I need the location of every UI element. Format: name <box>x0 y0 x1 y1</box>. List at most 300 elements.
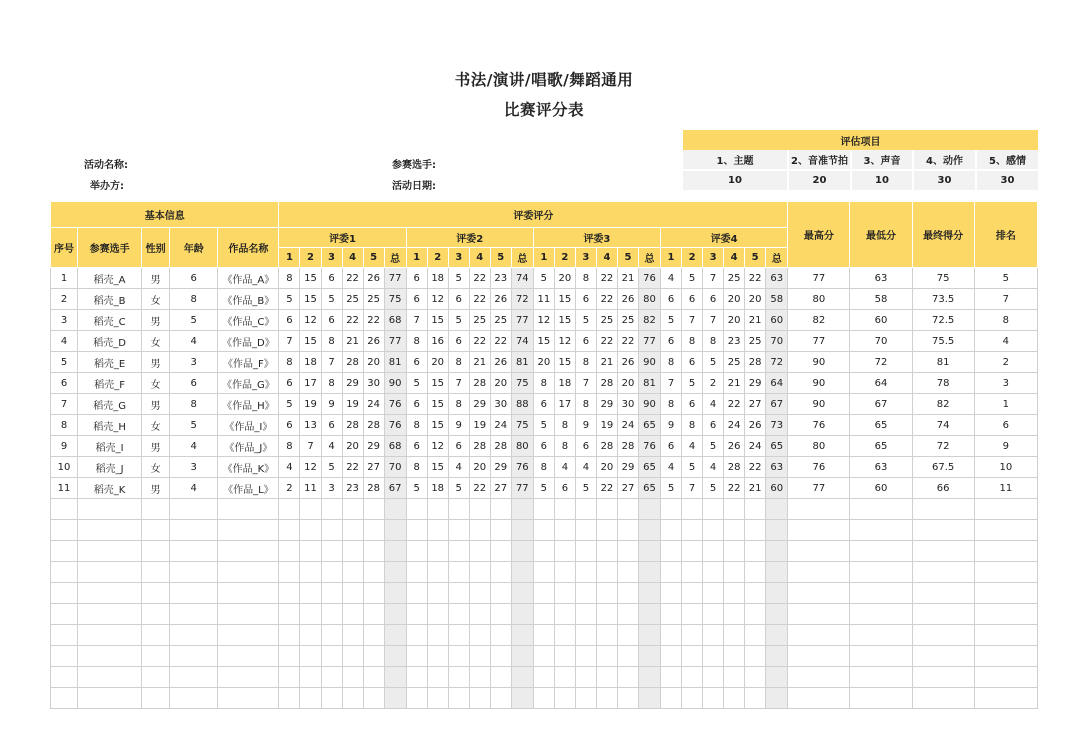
judge-score-cell: 26 <box>617 289 638 310</box>
judge-score-cell: 29 <box>469 394 490 415</box>
judge-score-cell: 6 <box>321 268 342 289</box>
judge-score-cell: 6 <box>406 268 427 289</box>
empty-cell <box>448 499 469 520</box>
empty-cell <box>300 667 321 688</box>
empty-cell <box>511 667 533 688</box>
age-header: 年龄 <box>170 228 218 268</box>
empty-cell <box>850 541 912 562</box>
empty-cell <box>533 646 554 667</box>
empty-cell <box>490 541 511 562</box>
judge-score-cell: 20 <box>363 352 384 373</box>
judge-score-cell: 15 <box>427 415 448 436</box>
page-title: 书法/演讲/唱歌/舞蹈通用 <box>454 71 634 89</box>
judge-criterion-subheader: 2 <box>300 248 321 268</box>
empty-cell <box>575 646 596 667</box>
evaluation-item-voice: 3、声音 <box>851 150 913 170</box>
empty-cell <box>703 583 724 604</box>
empty-cell <box>142 583 170 604</box>
min-score-cell: 64 <box>850 373 912 394</box>
evaluation-item-emotion: 5、感情 <box>976 150 1038 170</box>
empty-cell <box>51 667 78 688</box>
judge-score-cell: 6 <box>448 289 469 310</box>
judge-score-cell: 28 <box>596 436 617 457</box>
empty-cell <box>427 499 448 520</box>
empty-cell <box>638 604 660 625</box>
judge-score-cell: 6 <box>575 331 596 352</box>
empty-cell <box>788 688 850 709</box>
judge-total-cell: 81 <box>511 352 533 373</box>
work-title-cell: 《作品_J》 <box>218 436 279 457</box>
judge-score-cell: 6 <box>279 310 300 331</box>
empty-cell <box>78 625 142 646</box>
empty-cell <box>342 520 363 541</box>
empty-cell <box>142 520 170 541</box>
empty-cell <box>554 625 575 646</box>
judge-score-cell: 19 <box>596 415 617 436</box>
judge-score-cell: 5 <box>448 478 469 499</box>
empty-cell <box>78 646 142 667</box>
empty-cell <box>78 499 142 520</box>
age-cell: 6 <box>170 268 218 289</box>
judge-criterion-subheader: 2 <box>682 248 703 268</box>
empty-cell <box>218 667 279 688</box>
judge-score-cell: 22 <box>724 394 745 415</box>
table-row <box>51 478 1038 499</box>
empty-cell <box>788 583 850 604</box>
judge-score-cell: 18 <box>427 478 448 499</box>
work-title-cell: 《作品_B》 <box>218 289 279 310</box>
judge-score-cell: 25 <box>469 310 490 331</box>
judge-criterion-subheader: 5 <box>745 248 766 268</box>
judge-score-cell: 21 <box>342 331 363 352</box>
judge-score-cell: 22 <box>596 478 617 499</box>
empty-cell <box>170 583 218 604</box>
judge-criterion-subheader: 3 <box>703 248 724 268</box>
empty-cell <box>912 604 974 625</box>
judge-total-cell: 75 <box>511 373 533 394</box>
empty-cell <box>448 667 469 688</box>
empty-cell <box>511 604 533 625</box>
judge-score-cell: 22 <box>342 310 363 331</box>
empty-cell <box>788 541 850 562</box>
final-score-cell: 75 <box>912 268 974 289</box>
judge-score-cell: 17 <box>300 373 321 394</box>
empty-cell <box>766 583 788 604</box>
judge-score-cell: 15 <box>533 331 554 352</box>
empty-cell <box>170 625 218 646</box>
judge-score-cell: 25 <box>596 310 617 331</box>
contestant-label: 参赛选手: <box>392 160 436 171</box>
final-score-cell: 72 <box>912 436 974 457</box>
judge-total-cell: 65 <box>638 457 660 478</box>
min-score-cell: 65 <box>850 436 912 457</box>
judge-score-cell: 25 <box>745 331 766 352</box>
judge-score-cell: 22 <box>745 457 766 478</box>
judge-total-cell: 58 <box>766 289 788 310</box>
judge-score-cell: 12 <box>300 457 321 478</box>
empty-cell <box>745 688 766 709</box>
empty-cell <box>469 646 490 667</box>
empty-cell <box>363 667 384 688</box>
work-title-cell: 《作品_L》 <box>218 478 279 499</box>
empty-cell <box>533 562 554 583</box>
judge-score-cell: 20 <box>745 289 766 310</box>
judge-criterion-subheader: 4 <box>724 248 745 268</box>
judge-score-cell: 28 <box>745 352 766 373</box>
row-index-cell: 4 <box>51 331 78 352</box>
judge-score-cell: 5 <box>575 478 596 499</box>
work-title-cell: 《作品_G》 <box>218 373 279 394</box>
empty-cell <box>766 604 788 625</box>
empty-cell <box>766 562 788 583</box>
max-score-header: 最高分 <box>788 202 850 268</box>
judge-total-cell: 81 <box>384 352 406 373</box>
max-score-cell: 76 <box>788 415 850 436</box>
judge-header: 评委3 <box>533 228 660 248</box>
judge-total-cell: 75 <box>511 415 533 436</box>
empty-cell <box>617 520 638 541</box>
empty-cell <box>850 625 912 646</box>
gender-cell: 女 <box>142 373 170 394</box>
empty-cell <box>617 604 638 625</box>
judge-score-cell: 24 <box>724 415 745 436</box>
judge-criterion-subheader: 5 <box>490 248 511 268</box>
judge-score-cell: 8 <box>279 352 300 373</box>
judge-score-cell: 6 <box>406 352 427 373</box>
empty-cell <box>321 499 342 520</box>
empty-cell <box>490 499 511 520</box>
contestant-name-cell: 稻壳_B <box>78 289 142 310</box>
contestant-header: 参赛选手 <box>78 228 142 268</box>
gender-cell: 男 <box>142 268 170 289</box>
empty-cell <box>406 499 427 520</box>
empty-cell <box>724 688 745 709</box>
empty-cell <box>912 646 974 667</box>
max-score-cell: 76 <box>788 457 850 478</box>
gender-header: 性别 <box>142 228 170 268</box>
empty-cell <box>511 583 533 604</box>
empty-cell <box>170 541 218 562</box>
empty-cell <box>300 499 321 520</box>
empty-cell <box>218 583 279 604</box>
empty-cell <box>363 499 384 520</box>
judge-score-cell: 28 <box>342 352 363 373</box>
judge-score-cell: 30 <box>617 394 638 415</box>
empty-cell <box>617 625 638 646</box>
row-index-cell: 1 <box>51 268 78 289</box>
rank-cell: 5 <box>974 268 1037 289</box>
empty-cell <box>682 688 703 709</box>
empty-cell <box>974 625 1037 646</box>
empty-cell <box>974 667 1037 688</box>
judge-score-cell: 22 <box>469 289 490 310</box>
empty-cell <box>745 583 766 604</box>
evaluation-weight: 10 <box>683 170 788 190</box>
judge-score-cell: 24 <box>490 415 511 436</box>
activity-name-label: 活动名称: <box>84 160 128 171</box>
judge-score-cell: 4 <box>575 457 596 478</box>
table-row <box>51 415 1038 436</box>
rank-cell: 11 <box>974 478 1037 499</box>
judge-score-cell: 6 <box>533 436 554 457</box>
judge-score-cell: 15 <box>554 310 575 331</box>
empty-cell <box>974 646 1037 667</box>
empty-cell <box>766 646 788 667</box>
judge-score-cell: 6 <box>321 310 342 331</box>
empty-cell <box>596 646 617 667</box>
empty-cell <box>142 604 170 625</box>
gender-cell: 男 <box>142 394 170 415</box>
empty-cell <box>724 520 745 541</box>
empty-cell <box>300 625 321 646</box>
judge-score-cell: 7 <box>682 310 703 331</box>
judge-score-cell: 5 <box>682 457 703 478</box>
empty-cell <box>638 625 660 646</box>
gender-cell: 男 <box>142 352 170 373</box>
judge-score-cell: 28 <box>469 436 490 457</box>
gender-cell: 男 <box>142 436 170 457</box>
empty-cell <box>321 604 342 625</box>
empty-cell <box>511 688 533 709</box>
empty-cell <box>912 688 974 709</box>
gender-cell: 女 <box>142 415 170 436</box>
age-cell: 3 <box>170 352 218 373</box>
empty-cell <box>788 604 850 625</box>
judge-score-cell: 6 <box>279 415 300 436</box>
max-score-cell: 80 <box>788 289 850 310</box>
judge-score-cell: 3 <box>321 478 342 499</box>
judge-total-cell: 73 <box>766 415 788 436</box>
judge-header: 评委2 <box>406 228 533 248</box>
judge-score-cell: 6 <box>682 352 703 373</box>
judge-score-cell: 8 <box>575 352 596 373</box>
judge-criterion-subheader: 1 <box>279 248 300 268</box>
empty-cell <box>682 667 703 688</box>
empty-cell <box>218 604 279 625</box>
empty-cell <box>533 541 554 562</box>
empty-cell <box>575 604 596 625</box>
work-title-cell: 《作品_D》 <box>218 331 279 352</box>
judge-score-cell: 18 <box>300 352 321 373</box>
judge-score-cell: 6 <box>533 394 554 415</box>
judge-score-cell: 22 <box>469 478 490 499</box>
judge-score-cell: 25 <box>363 289 384 310</box>
evaluation-weight: 20 <box>788 170 851 190</box>
judge-criterion-subheader: 2 <box>554 248 575 268</box>
empty-cell <box>342 688 363 709</box>
empty-cell <box>218 541 279 562</box>
empty-cell <box>724 604 745 625</box>
judge-score-cell: 7 <box>279 331 300 352</box>
empty-cell <box>469 583 490 604</box>
empty-cell <box>279 667 300 688</box>
work-title-header: 作品名称 <box>218 228 279 268</box>
empty-cell <box>703 667 724 688</box>
contestant-name-cell: 稻壳_C <box>78 310 142 331</box>
judge-score-cell: 25 <box>342 289 363 310</box>
empty-cell <box>427 583 448 604</box>
judge-score-cell: 29 <box>596 394 617 415</box>
judge-score-cell: 21 <box>745 310 766 331</box>
empty-cell <box>617 583 638 604</box>
judge-score-cell: 26 <box>617 352 638 373</box>
table-row <box>51 457 1038 478</box>
judge-score-cell: 8 <box>448 352 469 373</box>
empty-cell <box>448 541 469 562</box>
min-score-cell: 65 <box>850 415 912 436</box>
empty-cell <box>703 541 724 562</box>
empty-cell <box>596 625 617 646</box>
empty-cell <box>745 625 766 646</box>
judge-score-cell: 6 <box>406 289 427 310</box>
judge-score-cell: 8 <box>661 352 682 373</box>
empty-cell <box>342 625 363 646</box>
empty-cell <box>384 688 406 709</box>
empty-cell <box>638 583 660 604</box>
empty-cell <box>724 625 745 646</box>
empty-cell <box>321 625 342 646</box>
empty-cell <box>51 499 78 520</box>
empty-cell <box>170 499 218 520</box>
judge-score-cell: 22 <box>490 331 511 352</box>
rank-cell: 3 <box>974 373 1037 394</box>
final-score-cell: 78 <box>912 373 974 394</box>
judge-total-cell: 70 <box>766 331 788 352</box>
empty-cell <box>406 646 427 667</box>
judge-score-cell: 19 <box>469 415 490 436</box>
rank-cell: 7 <box>974 289 1037 310</box>
empty-cell <box>363 688 384 709</box>
judge-header: 评委4 <box>661 228 788 248</box>
empty-cell <box>703 625 724 646</box>
empty-table-row <box>51 583 1038 604</box>
max-score-cell: 77 <box>788 478 850 499</box>
evaluation-item-theme: 1、主题 <box>683 150 788 170</box>
judge-score-cell: 6 <box>661 289 682 310</box>
index-header: 序号 <box>51 228 78 268</box>
empty-cell <box>788 625 850 646</box>
empty-cell <box>974 499 1037 520</box>
judge-score-cell: 20 <box>490 373 511 394</box>
rank-header: 排名 <box>974 202 1037 268</box>
empty-table-row <box>51 541 1038 562</box>
contestant-name-cell: 稻壳_A <box>78 268 142 289</box>
work-title-cell: 《作品_A》 <box>218 268 279 289</box>
judge-score-cell: 21 <box>617 268 638 289</box>
judge-score-cell: 6 <box>703 289 724 310</box>
empty-cell <box>469 562 490 583</box>
judge-total-cell: 82 <box>638 310 660 331</box>
judge-score-cell: 12 <box>300 310 321 331</box>
rank-cell: 4 <box>974 331 1037 352</box>
empty-cell <box>703 688 724 709</box>
empty-cell <box>406 604 427 625</box>
judge-score-cell: 5 <box>703 352 724 373</box>
judge-score-cell: 7 <box>575 373 596 394</box>
empty-cell <box>554 667 575 688</box>
empty-cell <box>511 520 533 541</box>
empty-cell <box>533 688 554 709</box>
judge-score-cell: 8 <box>321 331 342 352</box>
judge-score-cell: 26 <box>745 415 766 436</box>
judge-score-cell: 5 <box>448 310 469 331</box>
table-row <box>51 436 1038 457</box>
judge-score-cell: 4 <box>448 457 469 478</box>
empty-cell <box>745 499 766 520</box>
empty-cell <box>490 646 511 667</box>
contestant-name-cell: 稻壳_E <box>78 352 142 373</box>
judge-total-cell: 60 <box>766 478 788 499</box>
empty-cell <box>661 583 682 604</box>
empty-cell <box>78 583 142 604</box>
judge-score-cell: 27 <box>745 394 766 415</box>
judge-score-cell: 9 <box>661 415 682 436</box>
evaluation-table <box>683 130 1038 190</box>
final-score-cell: 74 <box>912 415 974 436</box>
max-score-cell: 80 <box>788 436 850 457</box>
judge-score-cell: 9 <box>448 415 469 436</box>
judge-score-cell: 5 <box>321 289 342 310</box>
empty-cell <box>142 562 170 583</box>
judge-score-cell: 8 <box>661 394 682 415</box>
empty-cell <box>363 604 384 625</box>
final-score-cell: 75.5 <box>912 331 974 352</box>
empty-cell <box>406 667 427 688</box>
judge-score-cell: 8 <box>406 415 427 436</box>
empty-cell <box>974 604 1037 625</box>
work-title-cell: 《作品_K》 <box>218 457 279 478</box>
empty-cell <box>850 499 912 520</box>
judge-score-cell: 7 <box>300 436 321 457</box>
empty-cell <box>170 646 218 667</box>
empty-cell <box>533 583 554 604</box>
page-subtitle: 比赛评分表 <box>503 101 584 119</box>
judge-score-cell: 25 <box>617 310 638 331</box>
empty-cell <box>554 604 575 625</box>
judge-score-cell: 29 <box>490 457 511 478</box>
empty-cell <box>661 688 682 709</box>
judge-score-cell: 24 <box>617 415 638 436</box>
judge-score-cell: 26 <box>490 352 511 373</box>
min-score-cell: 63 <box>850 457 912 478</box>
empty-cell <box>703 646 724 667</box>
judge-score-cell: 6 <box>406 394 427 415</box>
judge-score-cell: 8 <box>279 436 300 457</box>
judge-score-cell: 26 <box>363 268 384 289</box>
age-cell: 4 <box>170 478 218 499</box>
empty-cell <box>511 646 533 667</box>
empty-cell <box>321 667 342 688</box>
empty-table-row <box>51 499 1038 520</box>
judge-score-cell: 23 <box>342 478 363 499</box>
judge-score-cell: 5 <box>279 394 300 415</box>
judge-criterion-subheader: 4 <box>596 248 617 268</box>
empty-cell <box>469 499 490 520</box>
judge-score-cell: 15 <box>427 394 448 415</box>
judge-score-cell: 6 <box>279 373 300 394</box>
judge-score-cell: 12 <box>533 310 554 331</box>
judge-score-cell: 6 <box>575 436 596 457</box>
judge-total-cell: 75 <box>384 289 406 310</box>
judge-score-cell: 15 <box>300 289 321 310</box>
empty-cell <box>638 688 660 709</box>
empty-cell <box>363 646 384 667</box>
empty-cell <box>427 520 448 541</box>
empty-cell <box>596 688 617 709</box>
judge-score-cell: 22 <box>724 478 745 499</box>
table-row <box>51 310 1038 331</box>
empty-cell <box>788 562 850 583</box>
